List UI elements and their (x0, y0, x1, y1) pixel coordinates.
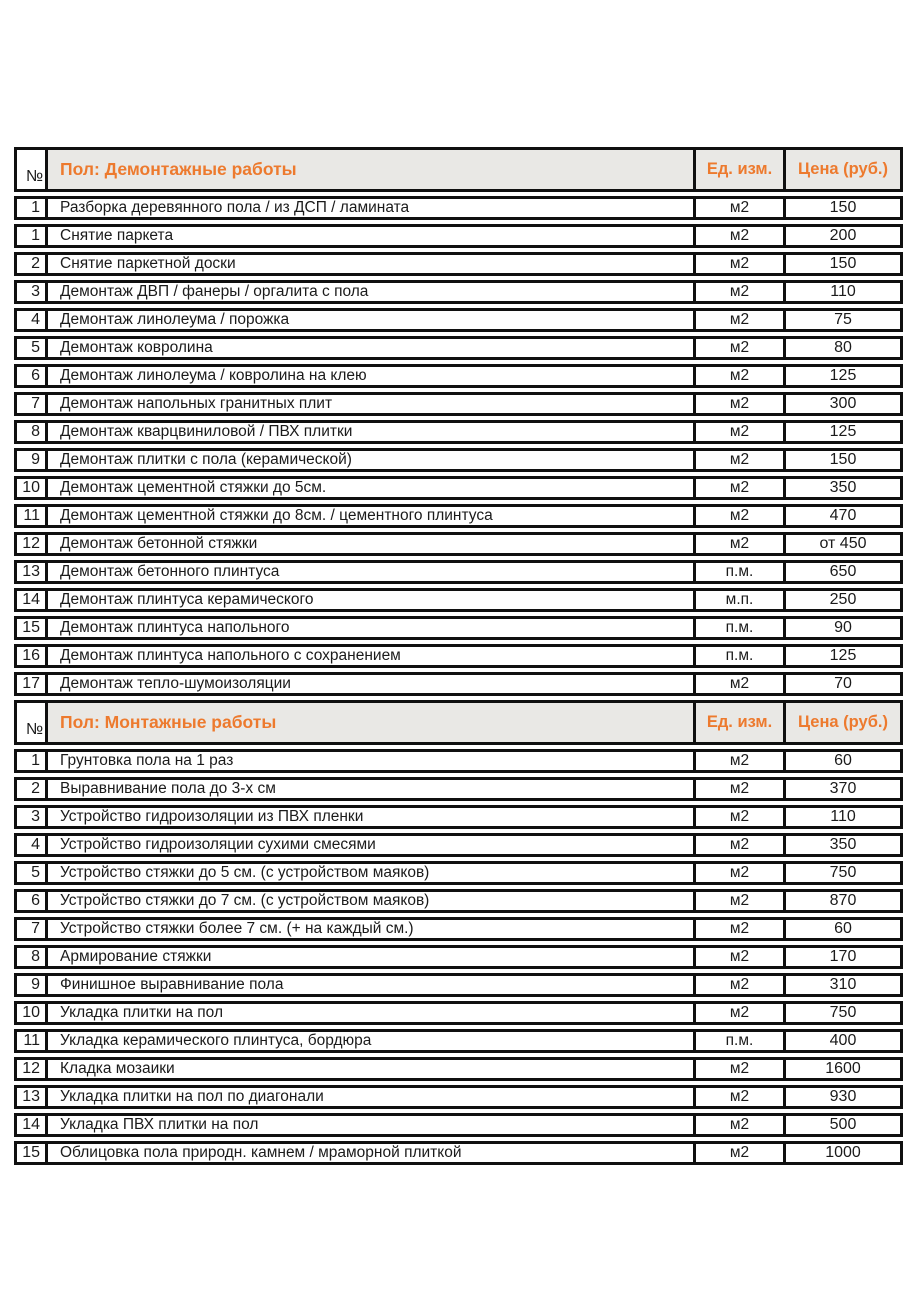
unit-value: м2 (693, 1144, 783, 1162)
row-number: 10 (17, 479, 48, 497)
table-row (14, 196, 903, 220)
row-number: 5 (17, 864, 48, 882)
table-row (14, 364, 903, 388)
row-number: 4 (17, 836, 48, 854)
work-description: Устройство стяжки до 5 см. (с устройством маяков) (60, 864, 430, 881)
section-header-row (14, 147, 903, 192)
row-number: 5 (17, 339, 48, 357)
table-row (14, 1057, 903, 1081)
row-number: 16 (17, 647, 48, 665)
work-description: Демонтаж бетонной стяжки (60, 535, 258, 552)
row-number: 12 (17, 1060, 48, 1078)
table-row (14, 805, 903, 829)
unit-value: м2 (693, 1060, 783, 1078)
table-row (14, 560, 903, 584)
work-description: Разборка деревянного пола / из ДСП / ламината (60, 199, 410, 216)
price-value: 60 (783, 920, 900, 938)
price-value: от 450 (783, 535, 900, 553)
work-description: Демонтаж цементной стяжки до 8см. / цементного плинтуса (60, 507, 493, 524)
row-number: 1 (17, 227, 48, 245)
unit-value: п.м. (693, 563, 783, 581)
work-description: Демонтаж линолеума / ковролина на клею (60, 367, 367, 384)
row-number: 7 (17, 920, 48, 938)
work-description: Укладка плитки на пол по диагонали (60, 1088, 324, 1105)
table-row (14, 644, 903, 668)
unit-column-header: Ед. изм. (693, 150, 783, 189)
work-description: Демонтаж кварцвиниловой / ПВХ плитки (60, 423, 353, 440)
work-description: Демонтаж ковролина (60, 339, 213, 356)
unit-value: м2 (693, 283, 783, 301)
row-number: 8 (17, 423, 48, 441)
price-value: 75 (783, 311, 900, 329)
price-value: 125 (783, 367, 900, 385)
table-row (14, 476, 903, 500)
unit-value: м2 (693, 255, 783, 273)
price-value: 500 (783, 1116, 900, 1134)
row-number: 2 (17, 780, 48, 798)
price-value: 70 (783, 675, 900, 693)
row-number: 11 (17, 507, 48, 525)
work-description: Демонтаж напольных гранитных плит (60, 395, 333, 412)
table-row (14, 973, 903, 997)
price-value: 350 (783, 479, 900, 497)
table-row (14, 1141, 903, 1165)
unit-value: м2 (693, 1004, 783, 1022)
table-row (14, 1085, 903, 1109)
unit-value: п.м. (693, 619, 783, 637)
unit-value: м2 (693, 948, 783, 966)
unit-value: м2 (693, 836, 783, 854)
table-row (14, 833, 903, 857)
price-column-header: Цена (руб.) (783, 150, 900, 189)
price-value: 170 (783, 948, 900, 966)
unit-value: м2 (693, 892, 783, 910)
table-row (14, 917, 903, 941)
table-row (14, 777, 903, 801)
unit-value: м2 (693, 920, 783, 938)
unit-value: м2 (693, 1088, 783, 1106)
price-value: 150 (783, 255, 900, 273)
number-column-header: № (17, 703, 48, 742)
table-row (14, 504, 903, 528)
row-number: 6 (17, 892, 48, 910)
unit-value: м2 (693, 199, 783, 217)
table-row (14, 616, 903, 640)
row-number: 1 (17, 199, 48, 217)
work-description: Выравнивание пола до 3-х см (60, 780, 276, 797)
price-value: 200 (783, 227, 900, 245)
table-row (14, 889, 903, 913)
work-description: Укладка плитки на пол (60, 1004, 224, 1021)
row-number: 2 (17, 255, 48, 273)
work-description: Грунтовка пола на 1 раз (60, 752, 234, 769)
work-description: Демонтаж линолеума / порожка (60, 311, 290, 328)
row-number: 4 (17, 311, 48, 329)
row-number: 15 (17, 619, 48, 637)
row-number: 8 (17, 948, 48, 966)
table-row (14, 945, 903, 969)
price-value: 310 (783, 976, 900, 994)
price-value: 90 (783, 619, 900, 637)
unit-value: м.п. (693, 591, 783, 609)
row-number: 6 (17, 367, 48, 385)
price-value: 150 (783, 451, 900, 469)
price-value: 470 (783, 507, 900, 525)
unit-value: м2 (693, 423, 783, 441)
row-number: 13 (17, 563, 48, 581)
section-header-row (14, 700, 903, 745)
table-row (14, 280, 903, 304)
work-description: Демонтаж тепло-шумоизоляции (60, 675, 291, 692)
work-description: Устройство гидроизоляции сухими смесями (60, 836, 376, 853)
table-row (14, 1029, 903, 1053)
unit-value: м2 (693, 227, 783, 245)
table-row (14, 224, 903, 248)
work-description: Демонтаж бетонного плинтуса (60, 563, 280, 580)
work-description: Демонтаж плитки с пола (керамической) (60, 451, 352, 468)
unit-value: м2 (693, 1116, 783, 1134)
table-row (14, 749, 903, 773)
table-row (14, 308, 903, 332)
row-number: 15 (17, 1144, 48, 1162)
work-description: Снятие паркета (60, 227, 174, 244)
unit-value: м2 (693, 752, 783, 770)
work-description: Кладка мозаики (60, 1060, 175, 1077)
row-number: 3 (17, 283, 48, 301)
work-description: Облицовка пола природн. камнем / мраморной плиткой (60, 1144, 462, 1161)
price-value: 150 (783, 199, 900, 217)
price-value: 1000 (783, 1144, 900, 1162)
row-number: 7 (17, 395, 48, 413)
work-description: Армирование стяжки (60, 948, 212, 965)
price-value: 1600 (783, 1060, 900, 1078)
row-number: 10 (17, 1004, 48, 1022)
section-title: Пол: Монтажные работы (48, 703, 693, 742)
price-value: 125 (783, 423, 900, 441)
unit-value: м2 (693, 675, 783, 693)
row-number: 14 (17, 1116, 48, 1134)
unit-value: м2 (693, 535, 783, 553)
work-description: Демонтаж плинтуса керамического (60, 591, 314, 608)
work-description: Укладка керамического плинтуса, бордюра (60, 1032, 372, 1049)
price-value: 750 (783, 1004, 900, 1022)
price-value: 125 (783, 647, 900, 665)
work-description: Демонтаж плинтуса напольного (60, 619, 290, 636)
table-row (14, 448, 903, 472)
row-number: 17 (17, 675, 48, 693)
unit-value: м2 (693, 976, 783, 994)
work-description: Укладка ПВХ плитки на пол (60, 1116, 259, 1133)
unit-value: м2 (693, 507, 783, 525)
price-table (14, 147, 903, 1165)
work-description: Демонтаж цементной стяжки до 5см. (60, 479, 327, 496)
row-number: 14 (17, 591, 48, 609)
table-row (14, 532, 903, 556)
section-title: Пол: Демонтажные работы (48, 150, 693, 189)
unit-value: п.м. (693, 647, 783, 665)
price-value: 350 (783, 836, 900, 854)
unit-value: м2 (693, 339, 783, 357)
table-row (14, 336, 903, 360)
price-column-header: Цена (руб.) (783, 703, 900, 742)
table-row (14, 588, 903, 612)
unit-value: м2 (693, 780, 783, 798)
unit-value: м2 (693, 864, 783, 882)
price-value: 650 (783, 563, 900, 581)
table-row (14, 392, 903, 416)
table-row (14, 672, 903, 696)
price-value: 300 (783, 395, 900, 413)
unit-value: м2 (693, 311, 783, 329)
work-description: Устройство стяжки более 7 см. (+ на каждый см.) (60, 920, 414, 937)
unit-value: п.м. (693, 1032, 783, 1050)
unit-column-header: Ед. изм. (693, 703, 783, 742)
unit-value: м2 (693, 479, 783, 497)
number-column-header: № (17, 150, 48, 189)
work-description: Демонтаж ДВП / фанеры / оргалита с пола (60, 283, 369, 300)
price-value: 870 (783, 892, 900, 910)
table-row (14, 1001, 903, 1025)
work-description: Демонтаж плинтуса напольного с сохранением (60, 647, 401, 664)
price-value: 930 (783, 1088, 900, 1106)
unit-value: м2 (693, 808, 783, 826)
row-number: 3 (17, 808, 48, 826)
price-value: 110 (783, 283, 900, 301)
unit-value: м2 (693, 395, 783, 413)
price-value: 250 (783, 591, 900, 609)
row-number: 1 (17, 752, 48, 770)
row-number: 11 (17, 1032, 48, 1050)
table-row (14, 252, 903, 276)
work-description: Снятие паркетной доски (60, 255, 236, 272)
work-description: Финишное выравнивание пола (60, 976, 284, 993)
price-value: 400 (783, 1032, 900, 1050)
price-value: 370 (783, 780, 900, 798)
row-number: 9 (17, 451, 48, 469)
row-number: 9 (17, 976, 48, 994)
unit-value: м2 (693, 451, 783, 469)
table-row (14, 1113, 903, 1137)
price-value: 60 (783, 752, 900, 770)
work-description: Устройство гидроизоляции из ПВХ пленки (60, 808, 364, 825)
price-value: 110 (783, 808, 900, 826)
unit-value: м2 (693, 367, 783, 385)
price-value: 750 (783, 864, 900, 882)
price-value: 80 (783, 339, 900, 357)
table-row (14, 420, 903, 444)
row-number: 13 (17, 1088, 48, 1106)
work-description: Устройство стяжки до 7 см. (с устройством маяков) (60, 892, 430, 909)
table-row (14, 861, 903, 885)
row-number: 12 (17, 535, 48, 553)
